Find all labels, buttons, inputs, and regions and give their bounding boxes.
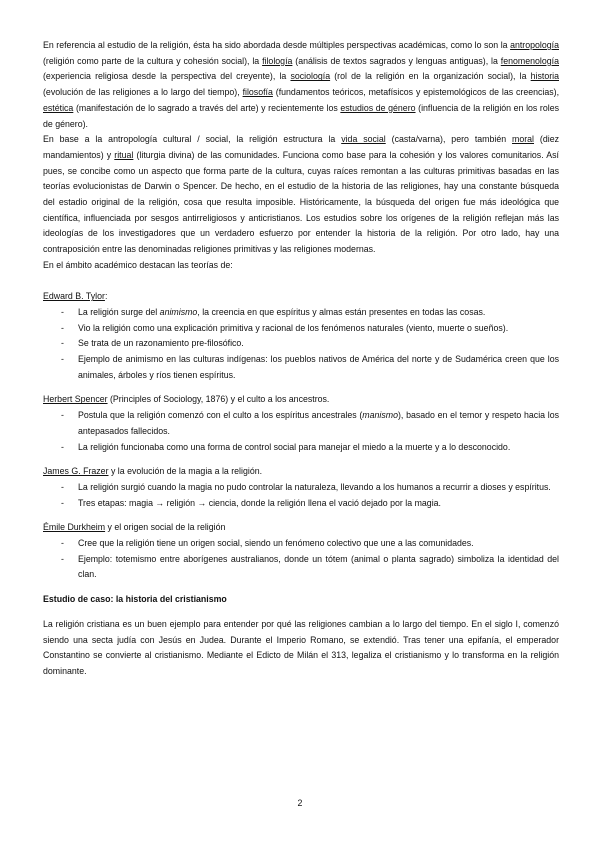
author-spencer: Herbert Spencer bbox=[43, 394, 108, 405]
theory-heading-tylor: Edward B. Tylor: bbox=[43, 291, 108, 302]
term-filologia: filología bbox=[262, 55, 293, 66]
author-tylor: Edward B. Tylor bbox=[43, 291, 105, 302]
list-item: - Ejemplo: totemismo entre aborígenes australianos, donde un tótem (animal o planta sagrado) simboliza la identidad del clan. bbox=[61, 553, 559, 580]
case-study-body: La religión cristiana es un buen ejemplo para entender por qué las religiones cambian a lo largo del tiempo. En el siglo I, comenzó siendo una secta judía con Jesús en Judea. Durante el Imperio Romano, se extendió. Tras tener una epifanía, el emperador Constantino se convierte al cristianismo. Mediante el Edicto de Milán el 313, legaliza el cristianismo y lo transforma en la religión dominante. bbox=[43, 618, 559, 676]
list-item: - Cree que la religión tiene un origen social, siendo un fenómeno colectivo que une a las comunidades. bbox=[61, 538, 474, 549]
theory-heading-spencer: Herbert Spencer (Principles of Sociology, 1876) y el culto a los ancestros. bbox=[43, 394, 330, 405]
author-durkheim: Émile Durkheim bbox=[43, 522, 106, 533]
theory-list-tylor bbox=[43, 305, 559, 384]
term-estudios-genero: estudios de género bbox=[340, 102, 416, 113]
theory-list-durkheim bbox=[43, 536, 559, 583]
list-item: - La religión surgió cuando la magia no pudo controlar la naturaleza, llevando a los humanos a recurrir a dioses y espíritus. bbox=[61, 481, 551, 492]
term-sociologia: sociología bbox=[290, 71, 331, 82]
term-historia: historia bbox=[530, 71, 559, 82]
intro-paragraph-anthropology: En base a la antropología cultural / social, la religión estructura la vida social (casta/varna), pero también moral (diez mandamientos) y ritual (liturgia divina) de las comunidades. Funciona como base para la cohesión y los valores comunitarios. Así pues, se concibe como un aspecto que forma parte de la cultura, cuyas raíces remontan a las culturas primitivas basadas en las teorías evolucionistas de Darwin o Spencer. De hecho, en el estudio de la historia de las religiones, hay una constante búsqueda del estadio original de la religión, cosa que resulta imposible. Históricamente, la búsqueda del origen fue más ideológica que científica, influenciada por sesgos antirreligiosos y anticristianos. Los estudios sobre los orígenes de la religión reflejan más las ideologías de los investigadores que un verdadero esfuerzo por entender la historia de la religión. Por otro lado, hay una contraposición entre las denominadas religiones primitivas y las religiones modernas. bbox=[43, 134, 559, 255]
term-estetica: estética bbox=[43, 102, 74, 113]
term-fenomenologia: fenomenología bbox=[500, 55, 559, 66]
list-item: - Postula que la religión comenzó con el culto a los espíritus ancestrales (manismo), basado en el temor y respeto hacia los antepasados fallecidos. bbox=[61, 410, 559, 436]
theory-heading-durkheim: Émile Durkheim y el origen social de la religión bbox=[43, 522, 226, 533]
intro-paragraph-disciplines: En referencia al estudio de la religión, ésta ha sido abordada desde múltiples perspectivas académicas, como lo son la antropología (religión como parte de la cultura y cohesión social), la filología (análisis de textos sagrados y lenguas antiguas), la fenomenología (experiencia religiosa desde la perspectiva del creyente), la sociología (rol de la religión en la organización social), la historia (evolución de las religiones a lo largo del tiempo), filosofía (fundamentos teóricos, metafísicos y epistemológicos de las creencias), estética (manifestación de lo sagrado a través del arte) y recientemente los estudios de género (influencia de la religión en los roles de género). bbox=[43, 40, 560, 129]
term-ritual: ritual bbox=[114, 149, 134, 160]
term-moral: moral bbox=[512, 134, 535, 145]
intro-theories-lead: En el ámbito académico destacan las teorías de: bbox=[43, 259, 233, 270]
theory-list-frazer bbox=[43, 480, 559, 511]
list-item: - Vio la religión como una explicación primitiva y racional de los fenómenos naturales (viento, muerte o sueños). bbox=[61, 322, 509, 333]
case-study-title: Estudio de caso: la historia del cristianismo bbox=[43, 594, 227, 605]
term-antropologia: antropología bbox=[510, 40, 559, 50]
theory-list-spencer bbox=[43, 408, 559, 455]
term-vida-social: vida social bbox=[341, 134, 386, 145]
theory-heading-frazer: James G. Frazer y la evolución de la magia a la religión. bbox=[43, 466, 263, 477]
list-item: - La religión funcionaba como una forma de control social para manejar el miedo a la muerte y a lo desconocido. bbox=[61, 441, 511, 452]
list-item: - Se trata de un razonamiento pre-filosófico. bbox=[61, 338, 244, 349]
list-item: - Ejemplo de animismo en las culturas indígenas: los pueblos nativos de América del norte y de Sudamérica creen que los animales, árboles y ríos tienen espíritus. bbox=[61, 354, 559, 380]
list-item: - Tres etapas: magia → religión → ciencia, donde la religión llena el vació dejado por la magia. bbox=[61, 497, 441, 508]
term-filosofia: filosofía bbox=[242, 87, 273, 98]
list-item: - La religión surge del animismo, la creencia en que espíritus y almas están presentes en todas las cosas. bbox=[61, 306, 486, 317]
author-frazer: James G. Frazer bbox=[43, 466, 109, 477]
document-page bbox=[43, 38, 559, 680]
page-number: 2 bbox=[297, 798, 303, 808]
